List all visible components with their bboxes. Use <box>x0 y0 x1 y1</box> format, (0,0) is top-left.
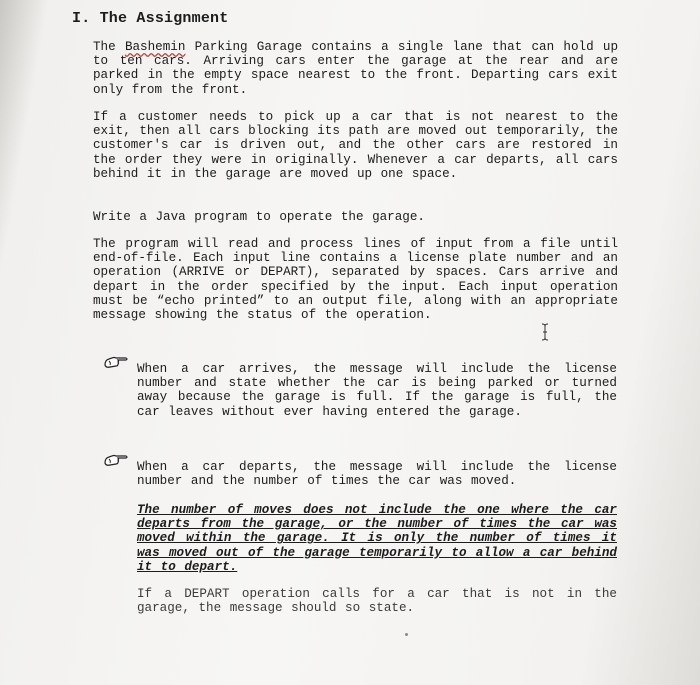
paragraph-task: Write a Java program to operate the garage. <box>93 210 425 224</box>
bullet-departure: When a car departs, the message will include the license number and the number of times the car was moved. <box>137 460 617 489</box>
bullet-arrival: When a car arrives, the message will include the license number and state whether the car is being parked or turned away because the garage is full. If the garage is full, the car leaves without ever having entered the garage. <box>137 362 617 419</box>
paragraph-program-io: The program will read and process lines of input from a file until end-of-file. Each input line contains a license plate number and an operation (ARRIVE or DEPART), separated by spaces. Cars arrive and depart in the order specified by the input. Each input operation must be “echo printed” to an output file, along with an appropriate message showing the status of the operation. <box>93 237 618 323</box>
paragraph-customer-pickup: If a customer needs to pick up a car that is not nearest to the exit, then all cars blocking its path are moved out temporarily, the customer's car is driven out, and the other cars are restored in the order they were in originally. Whenever a car departs, all cars behind it in the garage are moved up one space. <box>93 110 618 181</box>
note-underlined-text: The number of moves does not include the one where the car departs from the garage, or the number of times the car was moved within the garage. It is only the number of times it was moved out of the garage temporarily to allow a car behind it to depart. <box>137 503 617 574</box>
pointing-hand-icon <box>103 355 129 371</box>
text-cursor-icon <box>540 323 550 341</box>
paragraph-text-rest: Parking Garage contains a single lane that can hold up to ten cars. Arriving cars enter the garage at the rear and are parked in the empty space nearest to the front. Departing cars exit only from the front. <box>93 40 618 97</box>
stray-mark <box>405 633 408 636</box>
bullet-missing-car: If a DEPART operation calls for a car that is not in the garage, the message should so state. <box>137 587 617 616</box>
section-heading: I. The Assignment <box>72 10 229 27</box>
paragraph-garage-description <box>93 40 618 97</box>
paragraph-text-start: The <box>93 40 125 54</box>
misspelled-word: Bashemin <box>124 40 186 54</box>
pointing-hand-icon <box>103 453 129 469</box>
bullet-departure-note <box>137 503 617 574</box>
